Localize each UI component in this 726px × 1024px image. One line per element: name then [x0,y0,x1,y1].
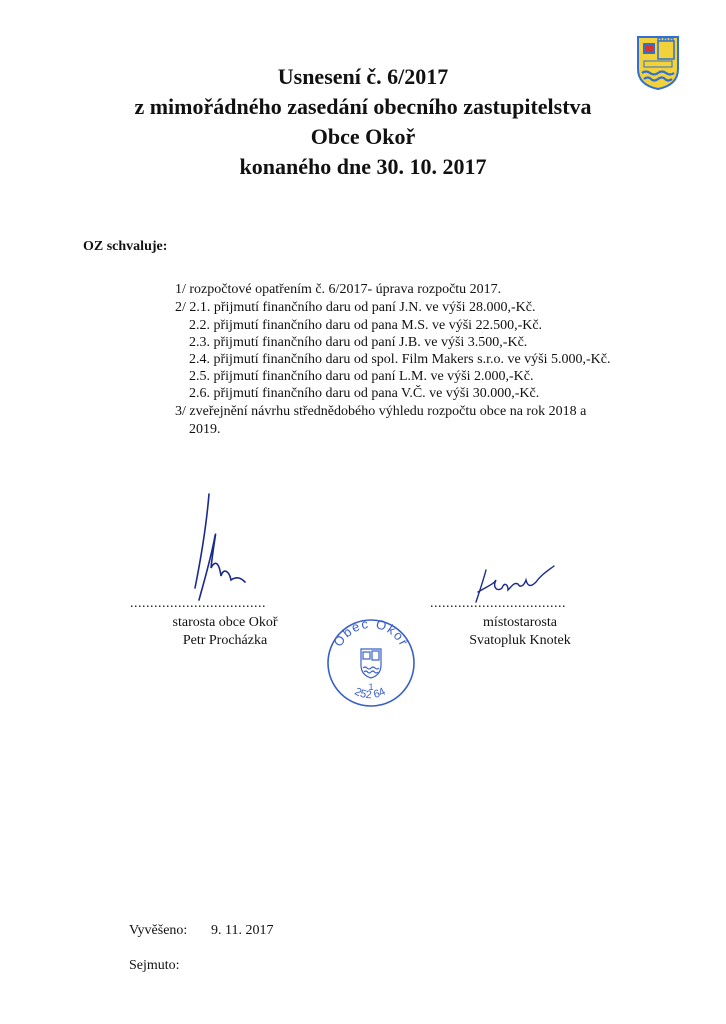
list-item: 2.3. přijmutí finančního daru od paní J.B. ve výši 3.500,-Kč. [189,335,528,350]
signature-line-left: .................................. [130,596,266,611]
list-item: 1/ rozpočtové opatřením č. 6/2017- úprava rozpočtu 2017. [175,282,502,297]
list-item: 3/ zveřejnění návrhu střednědobého výhledu rozpočtu obce na rok 2018 a [175,404,587,419]
list-item: 2019. [189,422,221,437]
list-item: 2/ 2.1. přijmutí finančního daru od paní J.N. ve výši 28.000,-Kč. [175,300,536,315]
left-role: starosta obce Okoř [172,615,278,630]
section-heading: OZ schvaluje: [83,239,168,254]
stamp-number: 1 [368,682,374,692]
signature-line-right: .................................. [430,596,566,611]
document-title [0,62,726,182]
posted-label: Vyvěšeno: [129,923,188,938]
list-item: 2.5. přijmutí finančního daru od paní L.M. ve výši 2.000,-Kč. [189,369,534,384]
title-line-4: konaného dne 30. 10. 2017 [239,154,487,179]
stamp-postal-code: 252 64 [352,685,388,702]
right-name: Svatopluk Knotek [469,633,571,648]
list-item: 2.6. přijmutí finančního daru od pana V.Č. ve výši 30.000,-Kč. [189,386,540,401]
stamp-top-text: Obec Okoř [330,615,412,650]
list-item: 2.4. přijmutí finančního daru od spol. Film Makers s.r.o. ve výši 5.000,-Kč. [189,352,611,367]
title-line-2: z mimořádného zasedání obecního zastupitelstva [134,94,592,119]
removed-label: Sejmuto: [129,958,180,973]
title-line-1: Usnesení č. 6/2017 [277,64,449,89]
left-name: Petr Procházka [182,633,268,648]
stamp-crest-icon [361,649,381,678]
list-item: 2.2. přijmutí finančního daru od pana M.S. ve výši 22.500,-Kč. [189,318,543,333]
signature-left [185,488,260,608]
posted-date: 9. 11. 2017 [211,923,274,938]
right-role: místostarosta [483,615,557,630]
official-stamp [325,613,415,713]
title-line-3: Obce Okoř [310,124,416,149]
